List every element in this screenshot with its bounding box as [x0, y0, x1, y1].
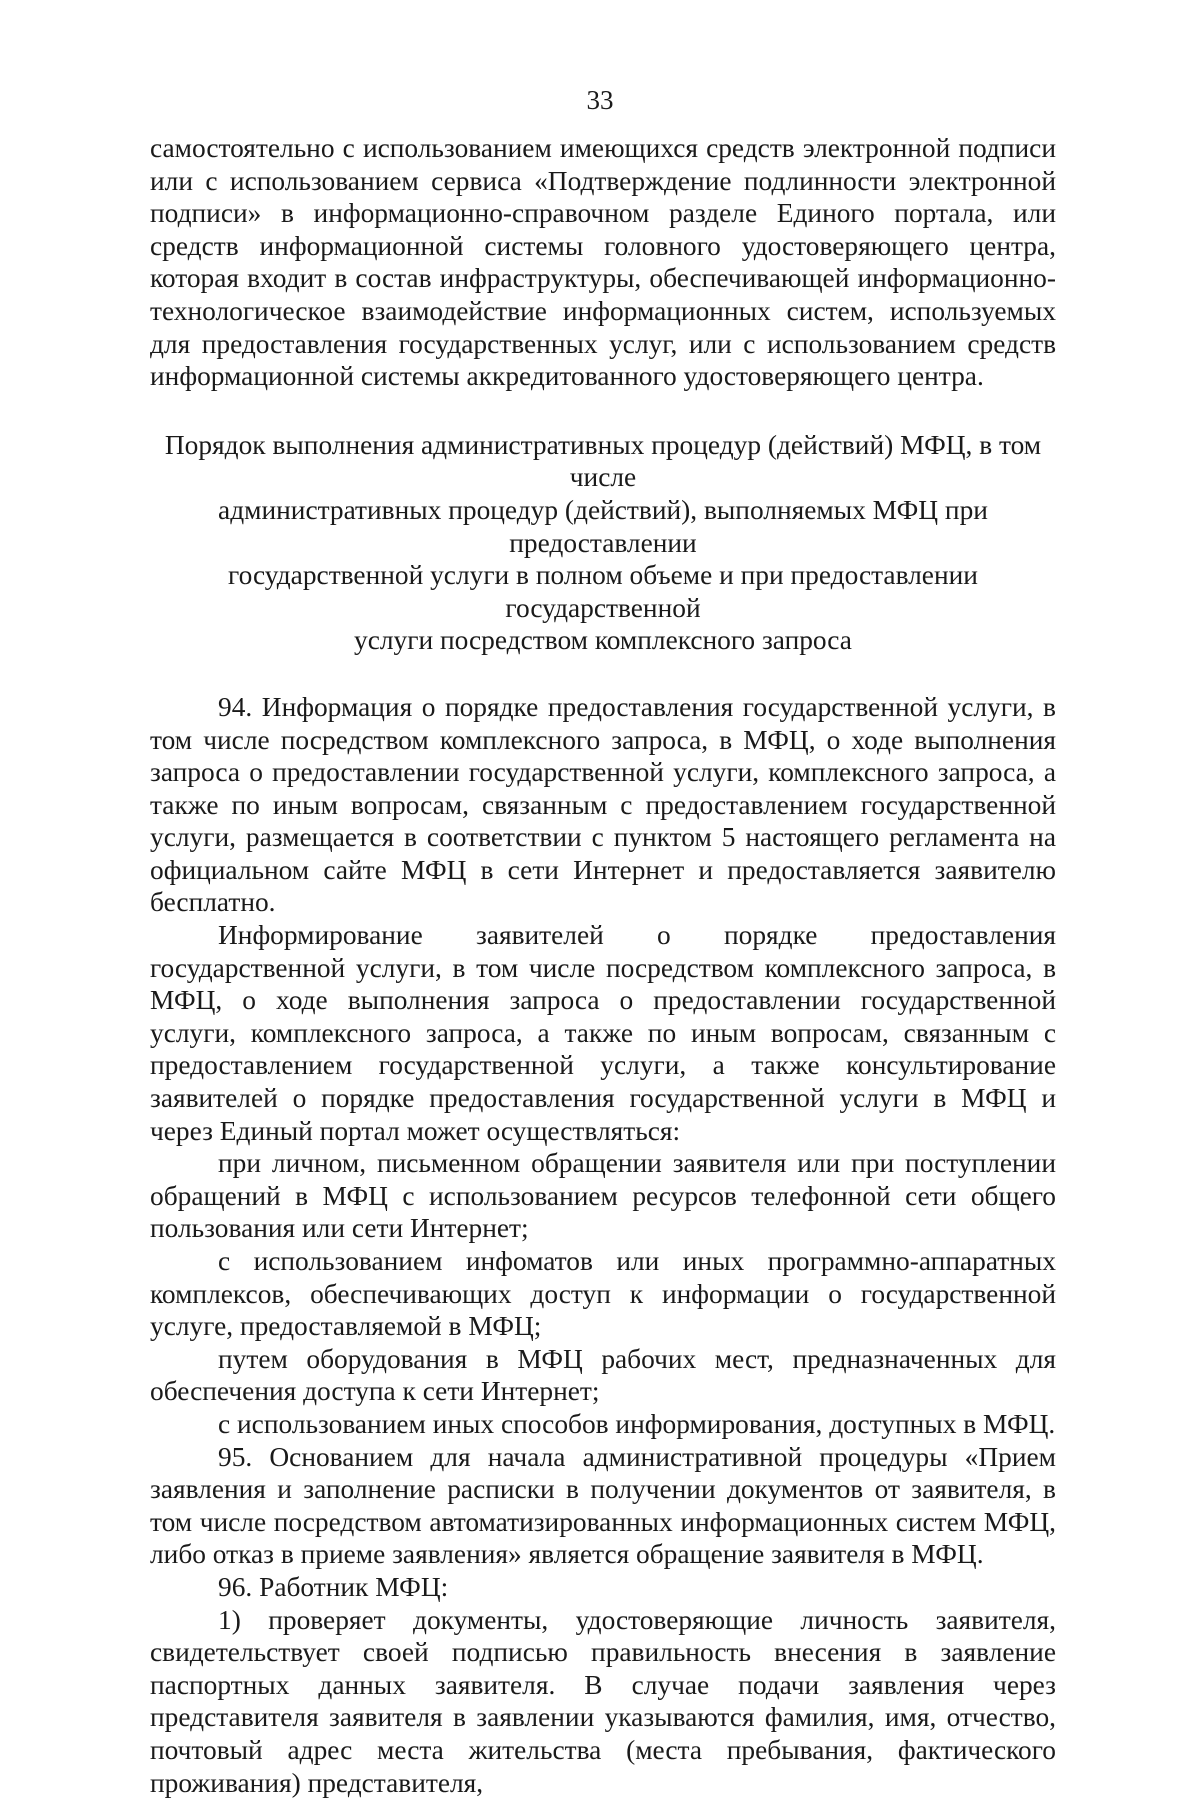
paragraph-95: 95. Основанием для начала административной процедуры «Прием заявления и заполнение расписки в получении документов от заявителя, в том числе посредством автоматизированных информационных систем МФЦ, либо отказ в приеме заявления» является обращение заявителя в МФЦ. — [150, 1441, 1056, 1570]
list-item-other-methods: с использованием иных способов информирования, доступных в МФЦ. — [218, 1408, 1056, 1439]
list-item-personal-contact: при личном, письменном обращении заявителя или при поступлении обращений в МФЦ с использованием ресурсов телефонной сети общего пользования или сети Интернет; — [150, 1148, 1056, 1244]
paragraph-continuation: самостоятельно с использованием имеющихся средств электронной подписи или с использованием сервиса «Подтверждение подлинности электронной подписи» в информационно-справочном разделе Единого портала, или средств информационной системы головного удостоверяющего центра, которая входит в состав инфраструктуры, обеспечивающей информационно-технологическое взаимодействие информационных систем, используемых для предоставления государственных услуг, или с использованием средств информационной системы аккредитованного удостоверяющего центра. — [150, 133, 1056, 392]
paragraph-94: 94. Информация о порядке предоставления государственной услуги, в том числе посредством комплексного запроса, в МФЦ, о ходе выполнения запроса о предоставлении государственной услуги, комплексного запроса, а также по иным вопросам, связанным с предоставлением государственной услуги, размещается в соответствии с пунктом 5 настоящего регламента на официальном сайте МФЦ в сети Интернет и предоставляется заявителю бесплатно. — [150, 691, 1056, 918]
heading-line: государственной услуги в полном объеме и при предоставлении государственной — [228, 560, 978, 623]
document-body — [150, 132, 1056, 1799]
list-item-workplaces: путем оборудования в МФЦ рабочих мест, предназначенных для обеспечения доступа к сети Интернет; — [150, 1343, 1056, 1407]
section-heading — [150, 429, 1056, 657]
paragraph-96-item-1: 1) проверяет документы, удостоверяющие личность заявителя, свидетельствует своей подписью правильность внесения в заявление паспортных данных заявителя. В случае подачи заявления через представителя заявителя в заявлении указываются фамилия, имя, отчество, почтовый адрес места жительства (места пребывания, фактического проживания) представителя, — [150, 1604, 1056, 1798]
heading-line: Порядок выполнения административных процедур (действий) МФЦ, в том числе — [164, 429, 1042, 493]
heading-line: услуги посредством комплексного запроса — [354, 625, 852, 656]
list-item-infomats: с использованием инфоматов или иных программно-аппаратных комплексов, обеспечивающих доступ к информации о государственной услуге, предоставляемой в МФЦ; — [150, 1246, 1056, 1342]
paragraph-96: 96. Работник МФЦ: — [218, 1571, 449, 1602]
heading-line: административных процедур (действий), выполняемых МФЦ при предоставлении — [218, 494, 988, 558]
paragraph-informing: Информирование заявителей о порядке предоставления государственной услуги, в том числе посредством комплексного запроса, в МФЦ, о ходе выполнения запроса о предоставлении государственной услуги, комплексного запроса, а также по иным вопросам, связанным с предоставлением государственной услуги, а также консультирование заявителей о порядке предоставления государственной услуги в МФЦ и через Единый портал может осуществляться: — [150, 920, 1056, 1146]
page-number: 33 — [586, 85, 614, 115]
